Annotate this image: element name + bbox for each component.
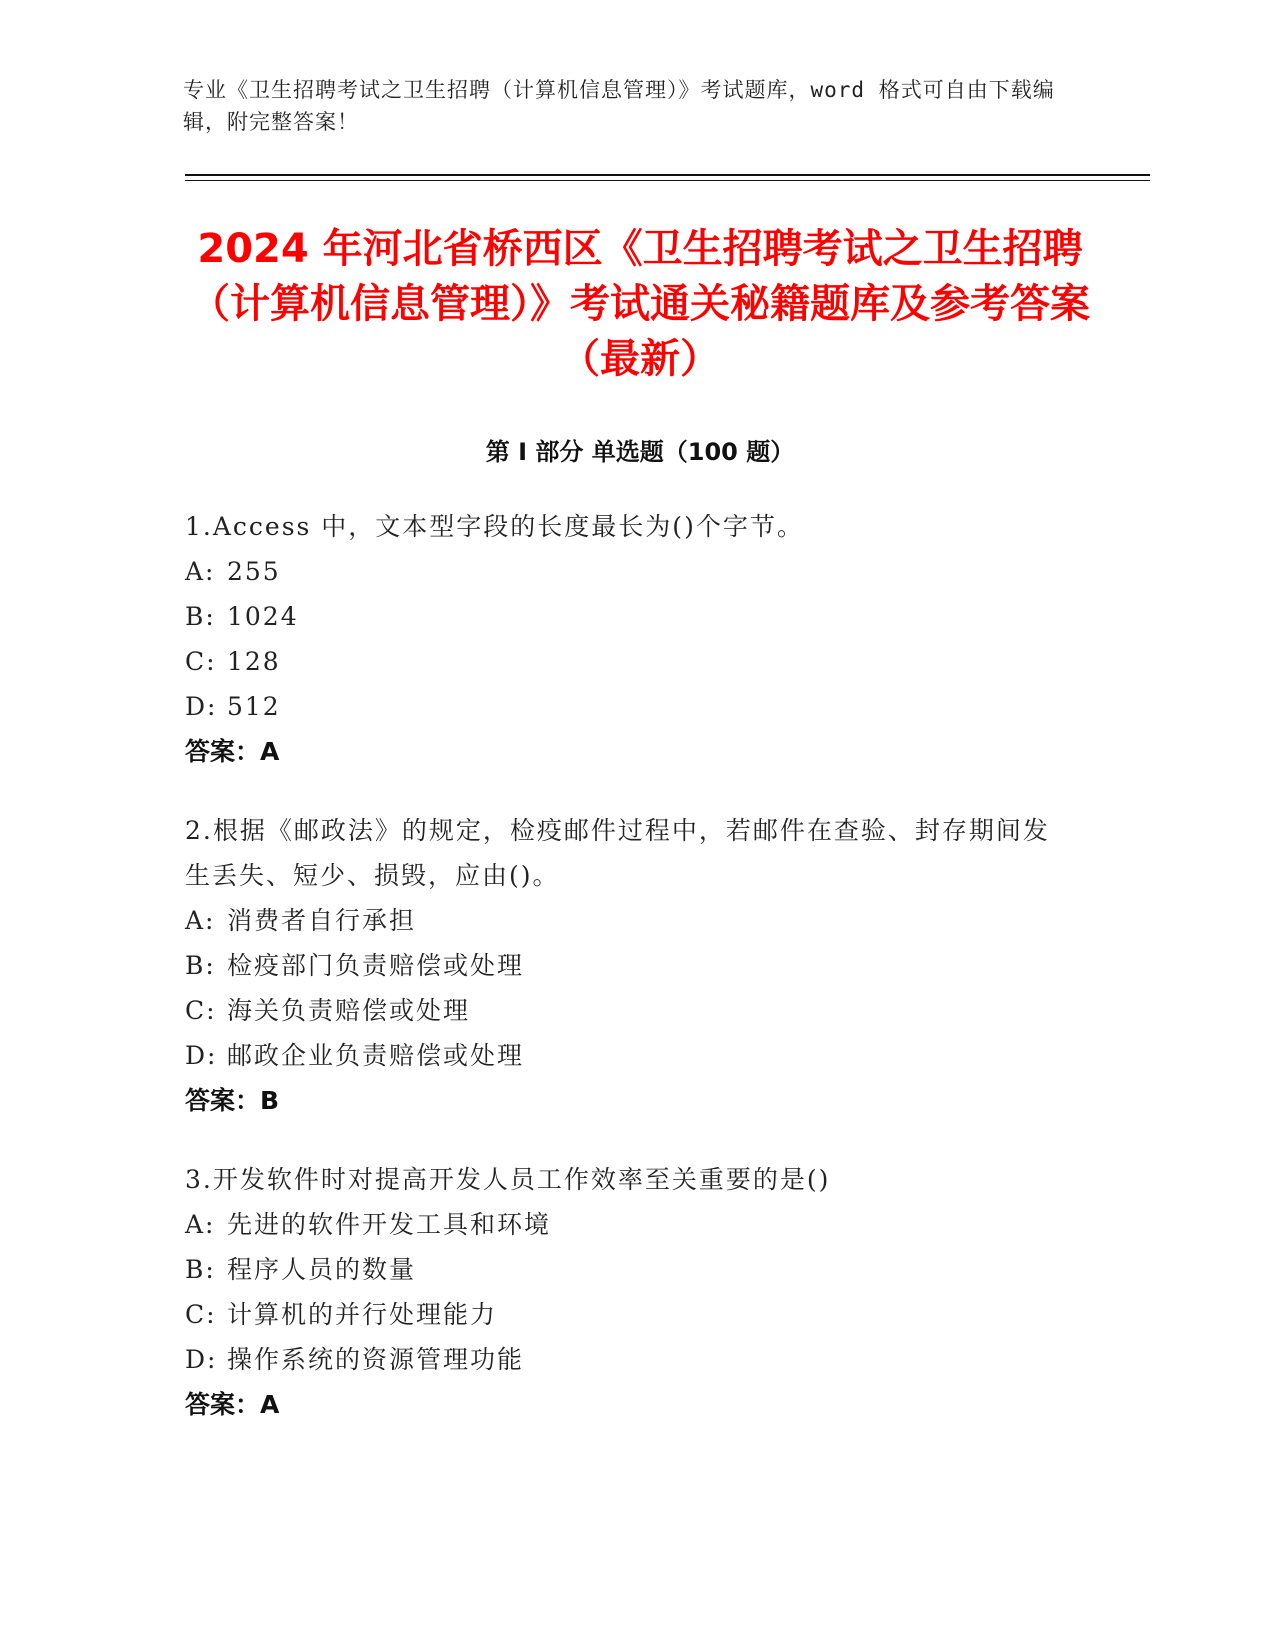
option-c (185, 988, 1065, 1033)
option-b (185, 594, 1065, 639)
option-letter: C: (185, 1300, 217, 1329)
option-text: 128 (227, 647, 281, 676)
option-text: 先进的软件开发工具和环境 (227, 1210, 552, 1239)
option-letter: B: (185, 1255, 216, 1284)
option-text: 计算机的并行处理能力 (227, 1300, 498, 1329)
option-a (185, 1202, 1065, 1247)
option-d (185, 1033, 1065, 1078)
option-text: 消费者自行承担 (227, 906, 417, 935)
option-text: 检疫部门负责赔偿或处理 (227, 951, 525, 980)
option-c (185, 1292, 1065, 1337)
question-2 (185, 808, 1065, 1123)
option-letter: C: (185, 647, 217, 676)
option-letter: A: (185, 557, 216, 586)
option-b (185, 943, 1065, 988)
option-letter: D: (185, 1041, 218, 1070)
option-b (185, 1247, 1065, 1292)
option-text: 海关负责赔偿或处理 (227, 996, 471, 1025)
option-letter: D: (185, 1345, 218, 1374)
option-letter: D: (185, 692, 218, 721)
option-d (185, 1337, 1065, 1382)
option-letter: C: (185, 996, 217, 1025)
option-letter: A: (185, 1210, 216, 1239)
header-note: 专业《卫生招聘考试之卫生招聘（计算机信息管理）》考试题库，word 格式可自由下载编辑，附完整答案！ (183, 78, 1055, 134)
question-stem: 3.开发软件时对提高开发人员工作效率至关重要的是() (185, 1165, 831, 1194)
option-d (185, 684, 1065, 729)
option-text: 程序人员的数量 (227, 1255, 417, 1284)
question-3 (185, 1157, 1065, 1427)
option-a (185, 549, 1065, 594)
option-text: 255 (227, 557, 281, 586)
answer: 答案：A (185, 1390, 280, 1419)
option-letter: A: (185, 906, 216, 935)
option-letter: B: (185, 602, 216, 631)
answer: 答案：B (185, 1086, 280, 1115)
document-title: 2024 年河北省桥西区《卫生招聘考试之卫生招聘（计算机信息管理）》考试通关秘籍题库及参考答案（最新） (190, 226, 1090, 382)
option-text: 512 (227, 692, 281, 721)
section-title: 第 I 部分 单选题（100 题） (485, 438, 795, 466)
option-text: 1024 (227, 602, 299, 631)
option-letter: B: (185, 951, 216, 980)
option-c (185, 639, 1065, 684)
header-divider-thick (185, 174, 1150, 176)
question-stem: 1.Access 中，文本型字段的长度最长为()个字节。 (185, 512, 804, 541)
option-text: 邮政企业负责赔偿或处理 (227, 1041, 525, 1070)
answer: 答案：A (185, 737, 280, 766)
option-text: 操作系统的资源管理功能 (227, 1345, 525, 1374)
question-stem: 2.根据《邮政法》的规定，检疫邮件过程中，若邮件在查验、封存期间发生丢失、短少、损毁，应由()。 (185, 816, 1050, 890)
question-1 (185, 504, 1065, 774)
header-divider-thin (185, 180, 1150, 181)
option-a (185, 898, 1065, 943)
